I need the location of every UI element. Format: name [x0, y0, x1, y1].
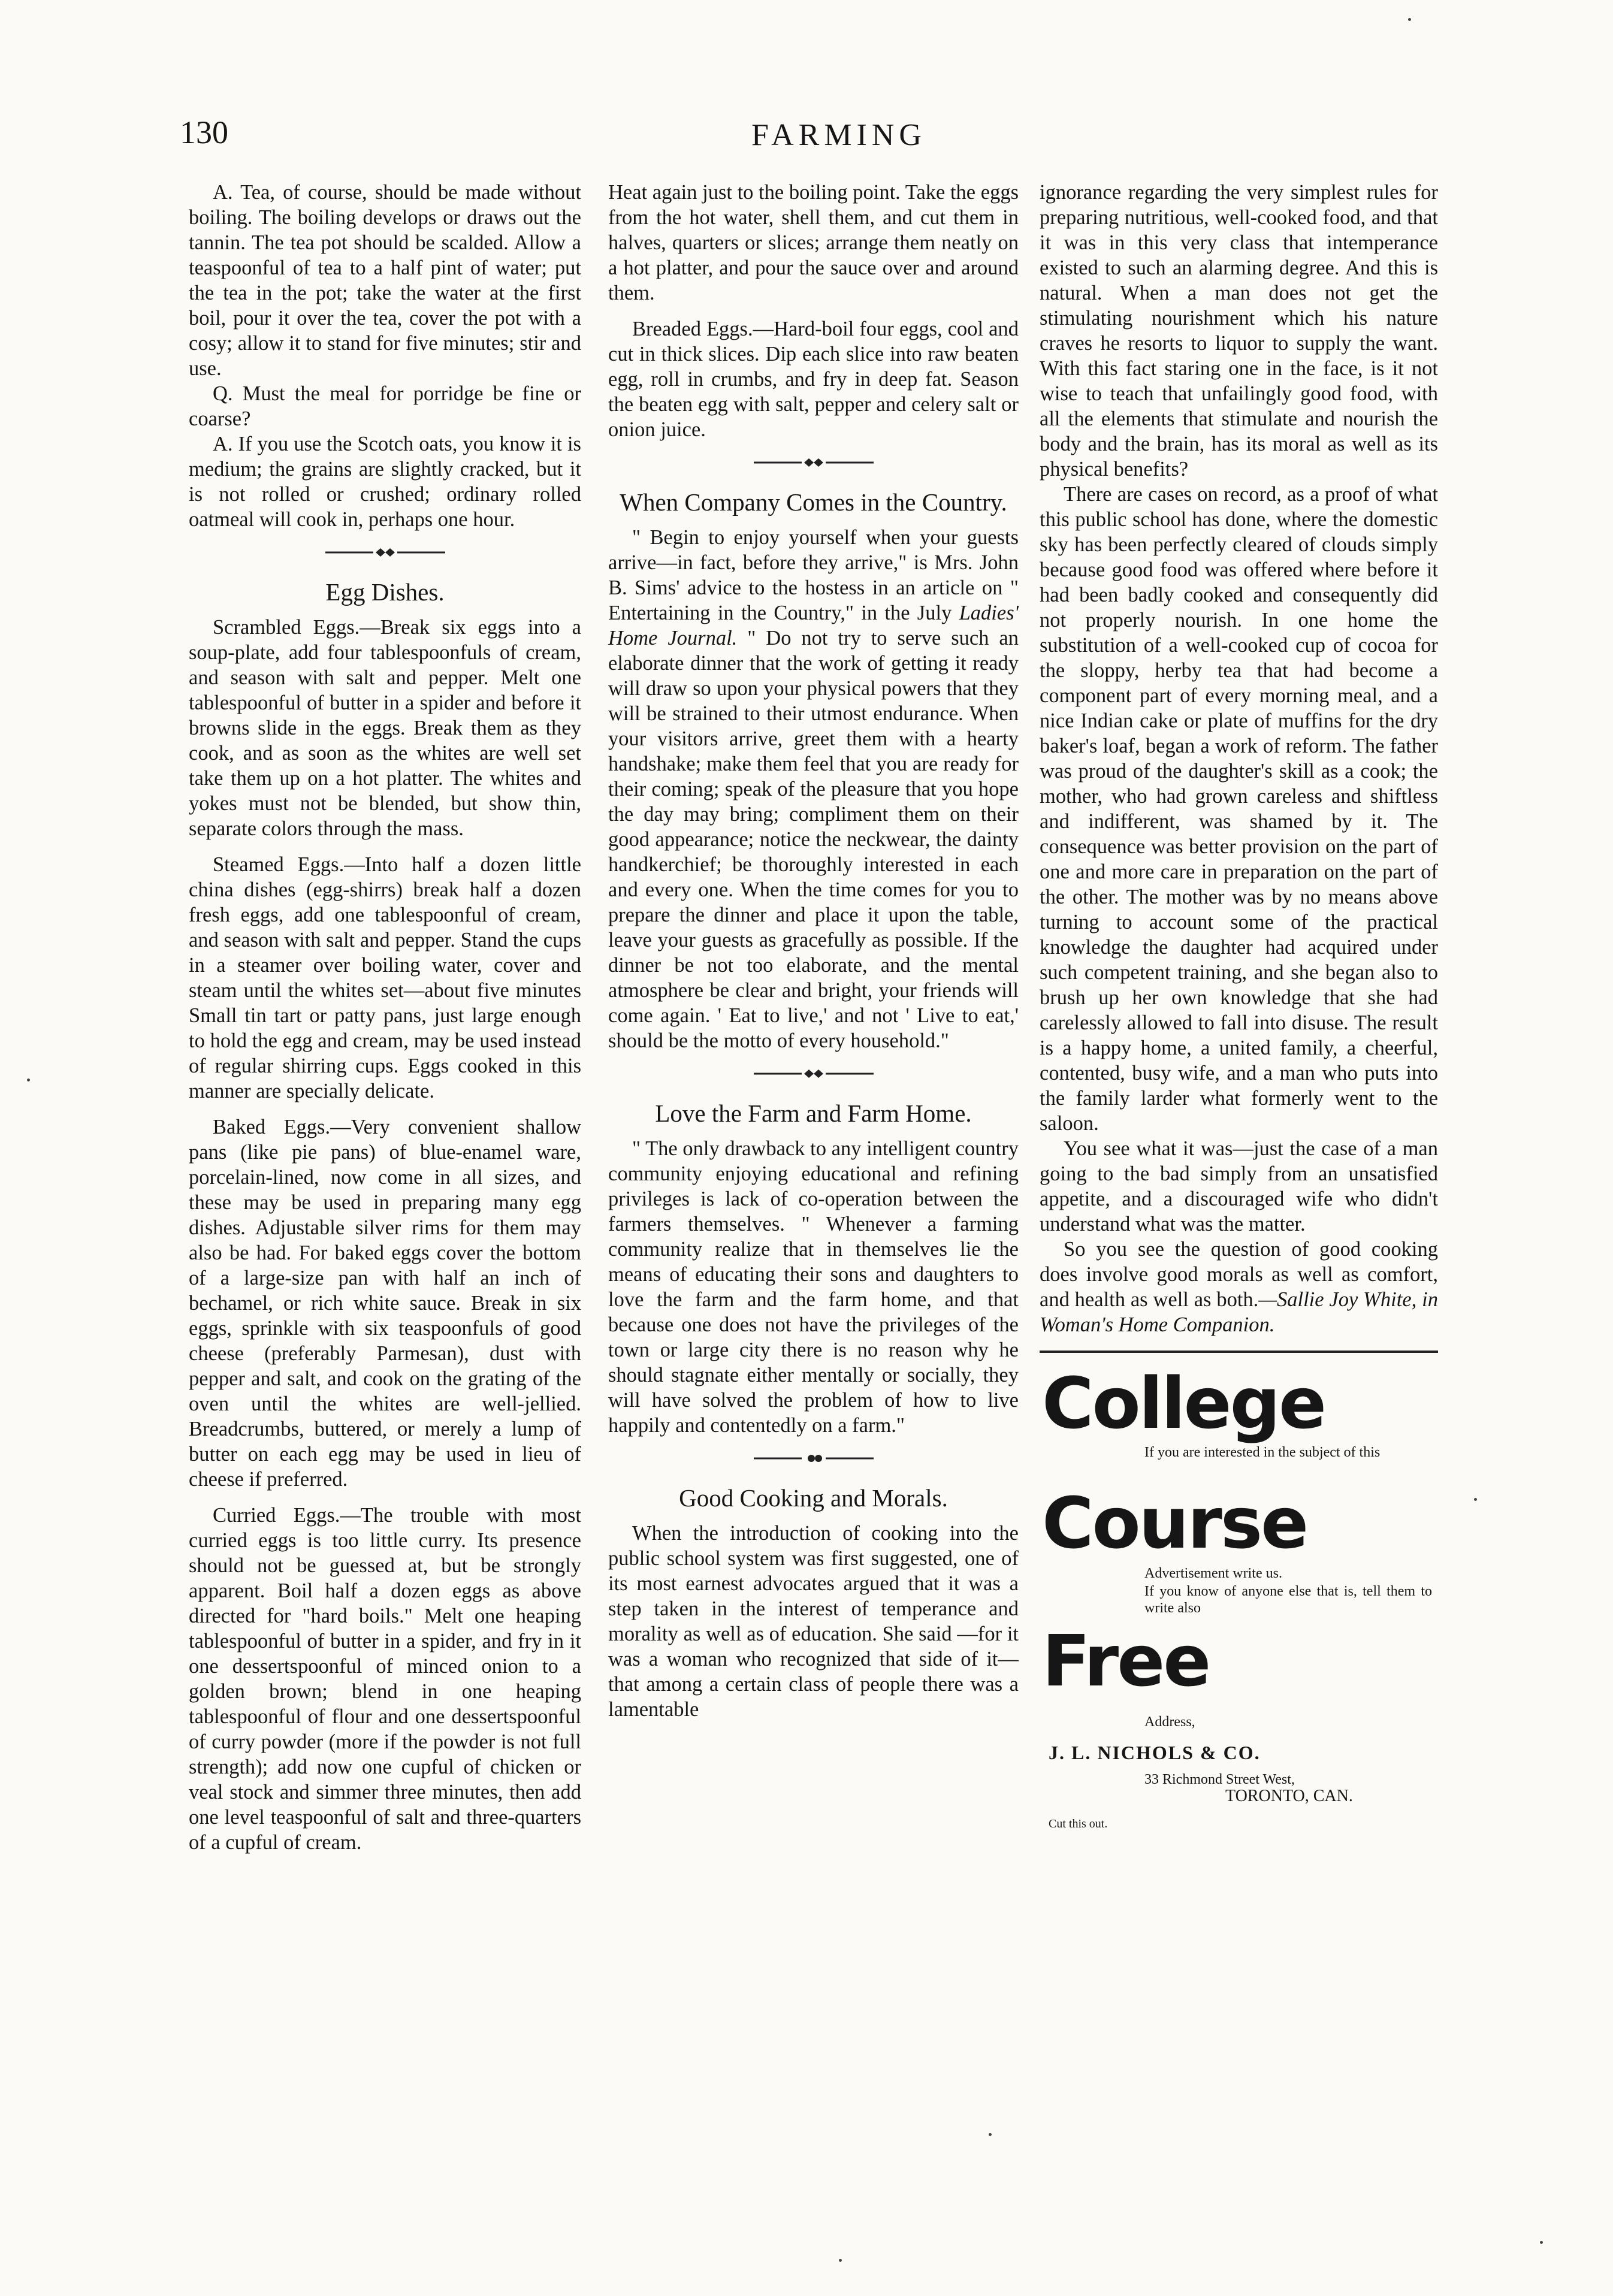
print-speck	[27, 1078, 30, 1081]
paragraph-cooking: When the introduction of cooking into the public school system was first suggested, one of its most earnest advocates argued that it was a step taken in the interest of temperance and morality as well as of education. She said —for it was a woman who recognized that side of it—that among a certain class of people there was a lamentable	[608, 1522, 1019, 1721]
print-speck	[1408, 18, 1411, 21]
print-speck	[989, 2133, 992, 2136]
paragraph-company	[608, 525, 1019, 1053]
paragraph-scrambled-eggs: Scrambled Eggs.—Break six eggs into a soup-plate, add four tablespoonfuls of cream, and season with salt and pepper. Melt one tablespoonful of butter in a spider and before it browns slide in the eggs. Break them as they cook, and as soon as the whites are well set take them up on a hot platter. The whites and yokes must not be blended, but show thin, separate colors through the mass.	[189, 616, 581, 840]
column-3	[1040, 180, 1438, 2296]
paragraph-curried-eggs: Curried Eggs.—The trouble with most curried eggs is too little curry. Its presence should not be guessed at, but be strongly apparent. Boil half a dozen eggs as above directed for "hard boils." Melt one heaping tablespoonful of butter in a spider, and fry in it one dessertspoonful of minced onion to a golden brown; blend in one heaping tablespoonful of flour and one dessertspoonful of curry powder (more if the powder is not full strength); add now one cupful of chicken or veal stock and simmer three minutes, then add one level teaspoonful of salt and three-quarters of a cupful of cream.	[189, 1504, 581, 1854]
journal-title: Ladies' Home Journal.	[608, 602, 1019, 649]
ad-word-college: College	[1042, 1362, 1325, 1445]
paragraph: A. If you use the Scotch oats, you know it is medium; the grains are slightly cracked, but it is not rolled or crushed; ordinary rolled oatmeal will cook in, perhaps one hour.	[189, 433, 581, 531]
author-credit: —Sallie Joy White, in Woman's Home Companion.	[1040, 1288, 1438, 1336]
paragraph	[1040, 1237, 1438, 1337]
paragraph-breaded-eggs: Breaded Eggs.—Hard-boil four eggs, cool and cut in thick slices. Dip each slice into raw beaten egg, roll in crumbs, and fry in deep fat. Season the beaten egg with salt, pepper and celery salt or onion juice.	[608, 318, 1019, 441]
paragraph-baked-eggs: Baked Eggs.—Very convenient shallow pans (like pie pans) of blue-enamel ware, porcelain-lined, now come in all sizes, and these may be used in preparing many egg dishes. Adjustable silver rims for them may also be had. For baked eggs cover the bottom of a large-size pan with half an inch of bechamel, or rich white sauce. Break in six eggs, sprinkle with six teaspoonfuls of good cheese (preferably Parmesan), dust with pepper and salt, and cook on the grating of the oven until the whites are well-jellied. Breadcrumbs, buttered, or merely a lump of butter on each egg may be used in lieu of cheese if preferred.	[189, 1116, 581, 1491]
text-run: So you see the question of good cooking does involve good morals as well as comfort, and health as well as both.	[1040, 1238, 1438, 1311]
paragraph: You see what it was—just the case of a man going to the bad simply from an unsatisfied appetite, and a discouraged wife who didn't understand what was the matter.	[1040, 1137, 1438, 1235]
section-heading-farm: Love the Farm and Farm Home.	[655, 1099, 972, 1127]
running-header: FARMING	[751, 118, 926, 152]
ad-street: 33 Richmond Street West,	[1144, 1772, 1295, 1787]
print-speck	[839, 2259, 842, 2262]
ad-city: TORONTO, CAN.	[1225, 1787, 1353, 1805]
ad-note: If you are interested in the subject of this	[1144, 1445, 1381, 1460]
text-run: " Do not try to serve such an elaborate dinner that the work of getting it ready will draw so upon your physical powers that they will be strained to their utmost endurance. When your visitors arrive, greet them with a hearty handshake; make them feel that you are ready for their coming; speak of the pleasure that you hope the day may bring; compliment them on their good appearance; notice the neckwear, the dainty handkerchief; be thoroughly interested in each and every one. When the time comes for you to prepare the dinner and place it upon the table, leave your guests as gracefully as possible. If the dinner be not too elaborate, and the mental atmosphere be clear and bright, your friends will come again. ' Eat to live,' and not ' Live to eat,' should be the motto of every household."	[608, 627, 1019, 1052]
paragraph: Heat again just to the boiling point. Take the eggs from the hot water, shell them, and cut them in halves, quarters or slices; arrange them neatly on a hot platter, and pour the sauce over and around them.	[608, 181, 1019, 304]
paragraph: Q. Must the meal for porridge be fine or coarse?	[189, 382, 581, 430]
print-speck	[1474, 1498, 1477, 1501]
page-number: 130	[180, 114, 228, 150]
paragraph-steamed-eggs: Steamed Eggs.—Into half a dozen little china dishes (egg-shirrs) break half a dozen fresh eggs, add one tablespoonful of cream, and season with salt and pepper. Stand the cups in a steamer over boiling water, cover and steam until the whites set—about five minutes Small tin tart or patty pans, just large enough to hold the egg and cream, may be used instead of regular shirring cups. Eggs cooked in this manner are specially delicate.	[189, 853, 581, 1102]
ornament-divider	[754, 1451, 874, 1466]
paragraph: ignorance regarding the very simplest rules for preparing nutritious, well-cooked food, and that it was in this very class that intemperance existed to such an alarming degree. And this is natural. When a man does not get the stimulating nourishment which his nature craves he resorts to liquor to supply the want. With this fact staring one in the face, is it not wise to teach that unfailingly good food, with all the elements that stimulate and nourish the body and the brain, has its moral as well as its physical benefits?	[1040, 181, 1438, 481]
ad-address-label: Address,	[1144, 1714, 1195, 1730]
divider-rule	[1040, 1351, 1438, 1353]
ornament-divider	[754, 1067, 874, 1081]
section-heading-company: When Company Comes in the Country.	[620, 488, 1007, 516]
ad-cut-out-note: Cut this out.	[1049, 1817, 1108, 1830]
ornament-divider	[325, 545, 445, 560]
paragraph: There are cases on record, as a proof of what this public school has done, where the domestic sky has been perfectly cleared of clouds simply because good food was offered where before it had been badly cooked and consequently did not properly nourish. In one home the substitution of a well-cooked cup of cocoa for the sloppy, herby tea that had become a component part of every morning meal, and a nice Indian cake or plate of muffins for the dry baker's loaf, began a work of reform. The father was proud of the daughter's skill as a cook; the mother, who had grown careless and shiftless and indifferent, was shamed by it. The consequence was better provision on the part of one and more care in preparation on the part of the other. The mother was by no means above turning to account some of the practical knowledge the daughter had acquired under such competent training, and she began also to brush up her own knowledge that she had carelessly allowed to fall into disuse. The result is a happy home, a united family, a cheerful, contented, busy wife, and a man who puts into the family larder what formerly went to the saloon.	[1040, 483, 1438, 1135]
ad-company-name: J. L. NICHOLS & CO.	[1049, 1742, 1261, 1763]
paragraph-farm: " The only drawback to any intelligent country community enjoying educational and refining privileges is lack of co-operation between the farmers themselves. " Whenever a farming community realize that in themselves lie the means of educating their sons and daughters to love the farm and the farm home, and that because one does not have the privileges of the town or large city there is no reason why he should stagnate either mentally or socially, they will have solved the problem of how to live happily and contentedly on a farm."	[608, 1137, 1019, 1437]
ad-note: If you know of anyone else that is, tell them to write also	[1144, 1584, 1432, 1616]
paragraph: A. Tea, of course, should be made without boiling. The boiling develops or draws out the tannin. The tea pot should be scalded. Allow a teaspoonful of tea to a half pint of water; put the tea in the pot; take the water at the first boil, pour it over the tea, cover the pot with a cosy; allow it to stand for five minutes; stir and use.	[189, 181, 581, 380]
ornament-divider	[754, 455, 874, 470]
ad-note: Advertisement write us.	[1144, 1566, 1282, 1581]
advertisement	[1040, 1362, 1438, 2296]
print-speck	[1540, 2241, 1543, 2244]
section-heading-egg-dishes: Egg Dishes.	[325, 578, 445, 606]
section-heading-cooking: Good Cooking and Morals.	[679, 1484, 948, 1512]
ad-word-free: Free	[1042, 1620, 1210, 1702]
column-2	[608, 180, 1019, 1722]
text-run: " Begin to enjoy yourself when your guests arrive—in fact, before they arrive," is Mrs. John B. Sims' advice to the hostess in an article on " Entertaining in the Country," in the July	[608, 526, 1019, 624]
ad-word-course: Course	[1042, 1482, 1307, 1564]
column-1	[189, 180, 581, 1855]
